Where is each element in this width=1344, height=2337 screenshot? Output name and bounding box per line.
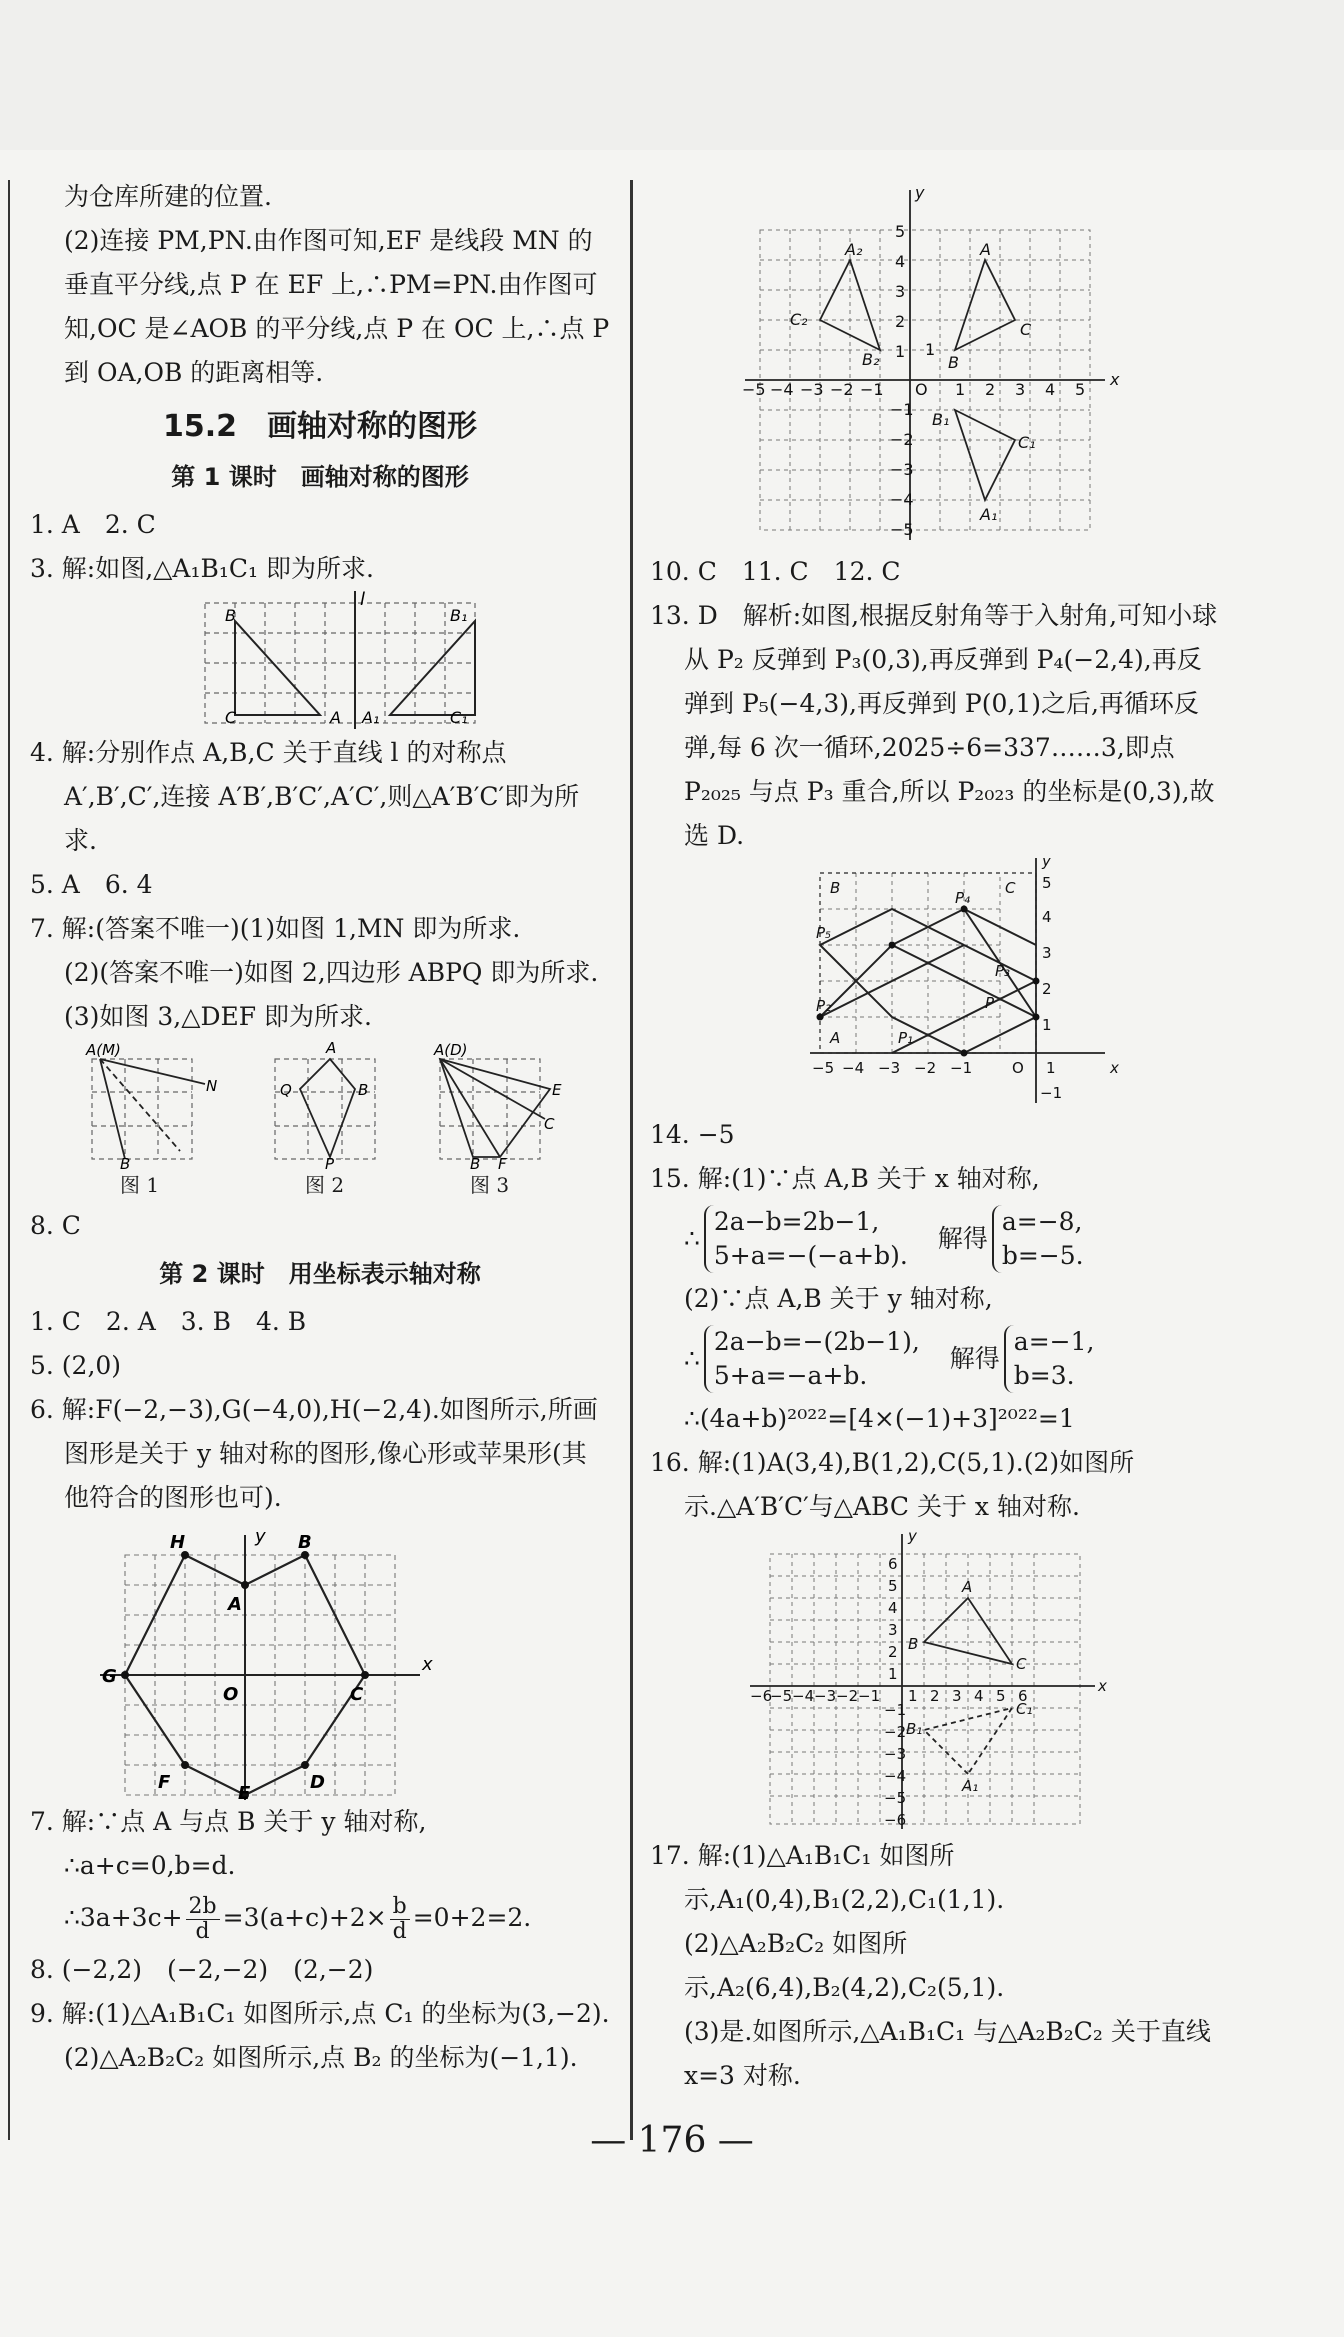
svg-text:y: y <box>255 1526 266 1547</box>
svg-text:−3: −3 <box>800 380 824 399</box>
svg-text:−3: −3 <box>884 1745 907 1763</box>
svg-text:C: C <box>350 1684 364 1705</box>
svg-text:A₁: A₁ <box>980 505 998 524</box>
system-brace <box>704 1325 920 1393</box>
answer-line: 8. C <box>30 1211 81 1240</box>
svg-text:4: 4 <box>1045 380 1056 399</box>
fig-caption: 图 1 <box>120 1173 160 1197</box>
figure-q13 <box>650 858 1220 1113</box>
svg-text:−1: −1 <box>884 1701 907 1719</box>
svg-text:−6: −6 <box>750 1687 773 1705</box>
svg-text:6: 6 <box>1018 1687 1028 1705</box>
answer-line: 1. C 2. A 3. B 4. B <box>30 1307 307 1336</box>
answer-line: 为仓库所建的位置. <box>64 182 272 211</box>
svg-text:B₁: B₁ <box>906 1720 923 1738</box>
system-brace <box>992 1205 1084 1273</box>
svg-text:−5: −5 <box>812 1059 835 1077</box>
lesson-title: 第 1 课时 画轴对称的图形 <box>171 463 469 491</box>
svg-text:1: 1 <box>888 1665 898 1683</box>
eq: 2a−b=2b−1, <box>713 1207 880 1236</box>
svg-text:A: A <box>326 1039 337 1057</box>
svg-text:C₂: C₂ <box>790 310 808 329</box>
svg-text:F: F <box>158 1772 171 1793</box>
eq: 5+a=−a+b. <box>713 1361 868 1390</box>
fraction <box>390 1895 410 1944</box>
svg-text:B: B <box>298 1532 312 1553</box>
figure-q16 <box>650 1529 1220 1834</box>
svg-text:E: E <box>552 1081 562 1099</box>
answer-line: 13. D 解析:如图,根据反射角等于入射角,可知小球从 P₂ 反弹到 P₃(0,3),再反弹到 P₄(−2,4),再反弹到 P₅(−4,3),再反弹到 P(0,1)之后,再循环反弹,每 6 次一循环,2025÷6=337……3,即点 P₂₀₂₅ 与点 P₃ 重合,所以 P₂₀₂₃ 的坐标是(0,3),故选 D. <box>650 601 1218 850</box>
eq: b=−5. <box>1001 1241 1084 1270</box>
math-text: ∴3a+3c+ <box>64 1903 183 1932</box>
svg-text:B: B <box>830 879 841 897</box>
svg-text:−3: −3 <box>878 1059 901 1077</box>
svg-text:−2: −2 <box>890 430 914 449</box>
svg-text:2: 2 <box>930 1687 940 1705</box>
answer-line: 5. A 6. 4 <box>30 870 153 899</box>
solve-label: 解得 <box>937 1224 988 1253</box>
svg-text:5: 5 <box>1042 874 1052 892</box>
answer-line: 1. A 2. C <box>30 510 156 539</box>
svg-text:5: 5 <box>996 1687 1006 1705</box>
svg-text:C: C <box>1016 1655 1027 1673</box>
solve-label: 解得 <box>949 1344 1000 1373</box>
svg-text:−4: −4 <box>890 490 914 509</box>
figure-q13-svg <box>650 858 1220 1113</box>
svg-text:B: B <box>120 1155 131 1169</box>
svg-text:3: 3 <box>895 282 906 301</box>
figure-q7 <box>30 1039 610 1204</box>
svg-text:A: A <box>330 708 341 727</box>
svg-text:5: 5 <box>895 222 906 241</box>
answer-line: (2)连接 PM,PN.由作图可知,EF 是线段 MN 的垂直平分线,点 P 在 EF 上,∴PM=PN.由作图可知,OC 是∠AOB 的平分线,点 P 在 OC 上,∴点 P 到 OA,OB 的距离相等. <box>64 226 610 387</box>
answer-line: 8. (−2,2) (−2,−2) (2,−2) <box>30 1955 374 1984</box>
svg-text:x: x <box>1110 1059 1119 1077</box>
svg-text:O: O <box>915 380 928 399</box>
svg-text:−4: −4 <box>884 1767 907 1785</box>
svg-text:x: x <box>1110 370 1120 389</box>
svg-text:1: 1 <box>925 340 936 359</box>
svg-text:4: 4 <box>1042 908 1052 926</box>
svg-text:−5: −5 <box>884 1789 907 1807</box>
answer-line: 3. 解:如图,△A₁B₁C₁ 即为所求. <box>30 554 374 583</box>
svg-text:A(D): A(D) <box>434 1041 468 1059</box>
svg-text:−1: −1 <box>860 380 884 399</box>
svg-text:B: B <box>358 1081 369 1099</box>
svg-text:P: P <box>985 994 995 1012</box>
denominator: d <box>392 1919 407 1944</box>
svg-text:−3: −3 <box>890 460 914 479</box>
right-column <box>650 170 1220 2098</box>
svg-text:−1: −1 <box>858 1687 881 1705</box>
svg-text:3: 3 <box>888 1621 898 1639</box>
figure-q3-svg <box>30 591 610 731</box>
column-divider <box>630 180 633 2140</box>
svg-text:3: 3 <box>1042 944 1052 962</box>
answer-line: 6. 解:F(−2,−3),G(−4,0),H(−2,4).如图所示,所画图形是关于 y 轴对称的图形,像心形或苹果形(其他符合的图形也可). <box>30 1395 598 1512</box>
svg-text:−5: −5 <box>742 380 766 399</box>
svg-text:l: l <box>360 591 366 610</box>
triangle-abc <box>235 621 320 715</box>
figure-q6 <box>30 1520 610 1800</box>
svg-text:B₁: B₁ <box>932 410 950 429</box>
svg-text:P₃: P₃ <box>995 962 1011 980</box>
svg-text:C: C <box>225 708 237 727</box>
fig-caption: 图 2 <box>305 1173 345 1197</box>
answer-line: (2)△A₂B₂C₂ 如图所示,A₂(6,4),B₂(4,2),C₂(5,1). <box>684 1929 1005 2002</box>
section-title: 15.2 画轴对称的图形 <box>162 409 478 444</box>
svg-text:y: y <box>908 1529 917 1545</box>
svg-text:P: P <box>325 1155 335 1169</box>
answer-line: 14. −5 <box>650 1120 735 1149</box>
svg-text:B: B <box>225 606 236 625</box>
answer-line: (2)∵点 A,B 关于 y 轴对称, <box>684 1284 993 1313</box>
svg-text:C₁: C₁ <box>1018 433 1036 452</box>
svg-text:1: 1 <box>955 380 966 399</box>
fraction <box>186 1895 220 1944</box>
eq: 5+a=−(−a+b). <box>713 1241 908 1270</box>
svg-text:−4: −4 <box>792 1687 815 1705</box>
answer-line: 10. C 11. C 12. C <box>650 557 901 586</box>
svg-text:B₂: B₂ <box>862 350 880 369</box>
svg-text:−2: −2 <box>884 1723 907 1741</box>
answer-line: 16. 解:(1)A(3,4),B(1,2),C(5,1).(2)如图所示.△A′B′C′与△ABC 关于 x 轴对称. <box>650 1448 1135 1521</box>
svg-text:G: G <box>102 1666 117 1687</box>
svg-text:C: C <box>1005 879 1016 897</box>
figure-q3 <box>30 591 610 731</box>
svg-text:A₁: A₁ <box>962 1777 979 1795</box>
svg-text:D: D <box>310 1772 325 1793</box>
answer-line: (3)如图 3,△DEF 即为所求. <box>64 1002 372 1031</box>
svg-text:−1: −1 <box>950 1059 973 1077</box>
svg-text:y: y <box>915 183 925 202</box>
svg-text:−4: −4 <box>842 1059 865 1077</box>
svg-text:2: 2 <box>888 1643 898 1661</box>
svg-text:−5: −5 <box>770 1687 793 1705</box>
svg-text:2: 2 <box>985 380 996 399</box>
svg-text:A: A <box>830 1029 841 1047</box>
svg-text:B₁: B₁ <box>450 606 468 625</box>
svg-text:−1: −1 <box>1040 1084 1063 1102</box>
svg-text:1: 1 <box>1046 1059 1056 1077</box>
svg-text:1: 1 <box>908 1687 918 1705</box>
figure-q16-svg <box>650 1529 1220 1834</box>
svg-text:−2: −2 <box>914 1059 937 1077</box>
svg-text:A(M): A(M) <box>86 1041 121 1059</box>
figure-q7-svg <box>30 1039 610 1169</box>
answer-line: (3)是.如图所示,△A₁B₁C₁ 与△A₂B₂C₂ 关于直线 x=3 对称. <box>684 2017 1211 2090</box>
lesson-title: 第 2 课时 用坐标表示轴对称 <box>159 1260 481 1288</box>
svg-text:−6: −6 <box>884 1811 907 1829</box>
svg-text:P₄: P₄ <box>955 889 971 907</box>
svg-text:P₁: P₁ <box>898 1029 914 1047</box>
svg-text:1: 1 <box>895 342 906 361</box>
answer-line: 7. 解:(答案不唯一)(1)如图 1,MN 即为所求. <box>30 914 521 943</box>
page-number: — 176 — <box>590 2120 754 2161</box>
svg-text:C: C <box>1020 320 1032 339</box>
svg-text:y: y <box>1042 858 1051 870</box>
svg-text:−2: −2 <box>836 1687 859 1705</box>
svg-text:5: 5 <box>888 1577 898 1595</box>
system-brace <box>704 1205 908 1273</box>
svg-text:P₂: P₂ <box>816 997 832 1015</box>
svg-text:4: 4 <box>974 1687 984 1705</box>
svg-text:A₁: A₁ <box>362 708 380 727</box>
fig-caption: 图 3 <box>470 1173 510 1197</box>
answer-line: 5. (2,0) <box>30 1351 122 1380</box>
svg-text:E: E <box>238 1783 251 1800</box>
eq: 2a−b=−(2b−1), <box>713 1327 920 1356</box>
answer-line: (2)△A₂B₂C₂ 如图所示,点 B₂ 的坐标为(−1,1). <box>64 2043 578 2072</box>
svg-text:H: H <box>170 1532 186 1553</box>
answer-line: ∴a+c=0,b=d. <box>64 1851 236 1880</box>
svg-text:4: 4 <box>895 252 906 271</box>
svg-text:−2: −2 <box>830 380 854 399</box>
svg-text:−1: −1 <box>890 400 914 419</box>
svg-text:N: N <box>206 1077 218 1095</box>
svg-text:−5: −5 <box>890 520 914 539</box>
math-text: =0+2=2. <box>412 1903 532 1932</box>
figure-q9 <box>650 170 1220 550</box>
svg-text:C₁: C₁ <box>1016 1700 1033 1718</box>
svg-text:6: 6 <box>888 1555 898 1573</box>
svg-text:3: 3 <box>952 1687 962 1705</box>
answer-line: 9. 解:(1)△A₁B₁C₁ 如图所示,点 C₁ 的坐标为(3,−2). <box>30 1999 610 2028</box>
numerator: b <box>390 1895 410 1920</box>
answer-line: 17. 解:(1)△A₁B₁C₁ 如图所示,A₁(0,4),B₁(2,2),C₁(1,1). <box>650 1841 1005 1914</box>
eq: a=−8, <box>1001 1207 1083 1236</box>
figure-q9-svg <box>650 170 1220 550</box>
svg-text:x: x <box>1098 1677 1107 1695</box>
left-column <box>30 175 610 2080</box>
therefore-sign: ∴ <box>684 1224 700 1253</box>
therefore-sign: ∴ <box>684 1344 700 1373</box>
eq: a=−1, <box>1013 1327 1095 1356</box>
svg-text:A₂: A₂ <box>845 240 863 259</box>
svg-text:Q: Q <box>280 1081 292 1099</box>
svg-text:B: B <box>470 1155 481 1169</box>
math-text: =3(a+c)+2× <box>222 1903 387 1932</box>
svg-text:2: 2 <box>1042 980 1052 998</box>
svg-text:A: A <box>228 1594 242 1615</box>
answer-line <box>30 1888 610 1948</box>
svg-text:A: A <box>980 240 991 259</box>
figure-q6-svg <box>30 1520 610 1800</box>
answer-line: ∴(4a+b)²⁰²²=[4×(−1)+3]²⁰²²=1 <box>684 1404 1075 1433</box>
svg-text:1: 1 <box>1042 1016 1052 1034</box>
svg-text:O: O <box>1012 1059 1024 1077</box>
svg-text:B: B <box>908 1635 919 1653</box>
svg-text:C: C <box>544 1115 555 1133</box>
top-margin <box>0 0 1344 150</box>
grid <box>205 603 475 723</box>
svg-text:−4: −4 <box>770 380 794 399</box>
svg-text:−3: −3 <box>814 1687 837 1705</box>
svg-text:F: F <box>498 1155 507 1169</box>
answer-line: 15. 解:(1)∵点 A,B 关于 x 轴对称, <box>650 1164 1040 1193</box>
left-margin-rule <box>8 180 10 2140</box>
svg-text:x: x <box>422 1654 433 1675</box>
answer-line: (2)(答案不唯一)如图 2,四边形 ABPQ 即为所求. <box>64 958 599 987</box>
answer-line: 4. 解:分别作点 A,B,C 关于直线 l 的对称点 A′,B′,C′,连接 A′B′,B′C′,A′C′,则△A′B′C′即为所求. <box>30 738 580 855</box>
svg-text:B: B <box>948 353 959 372</box>
denominator: d <box>195 1919 210 1944</box>
svg-text:4: 4 <box>888 1599 898 1617</box>
answer-line: 7. 解:∵点 A 与点 B 关于 y 轴对称, <box>30 1807 427 1836</box>
svg-text:O: O <box>223 1684 239 1705</box>
svg-text:2: 2 <box>895 312 906 331</box>
svg-text:3: 3 <box>1015 380 1026 399</box>
system-brace <box>1004 1325 1095 1393</box>
equation-system <box>650 1201 1220 1277</box>
equation-system <box>650 1321 1220 1397</box>
numerator: 2b <box>186 1895 220 1920</box>
svg-text:5: 5 <box>1075 380 1086 399</box>
svg-text:C₁: C₁ <box>450 708 468 727</box>
svg-text:A: A <box>962 1578 973 1596</box>
eq: b=3. <box>1013 1361 1075 1390</box>
triangle-a1b1c1 <box>390 621 475 715</box>
svg-text:P₅: P₅ <box>816 924 832 942</box>
